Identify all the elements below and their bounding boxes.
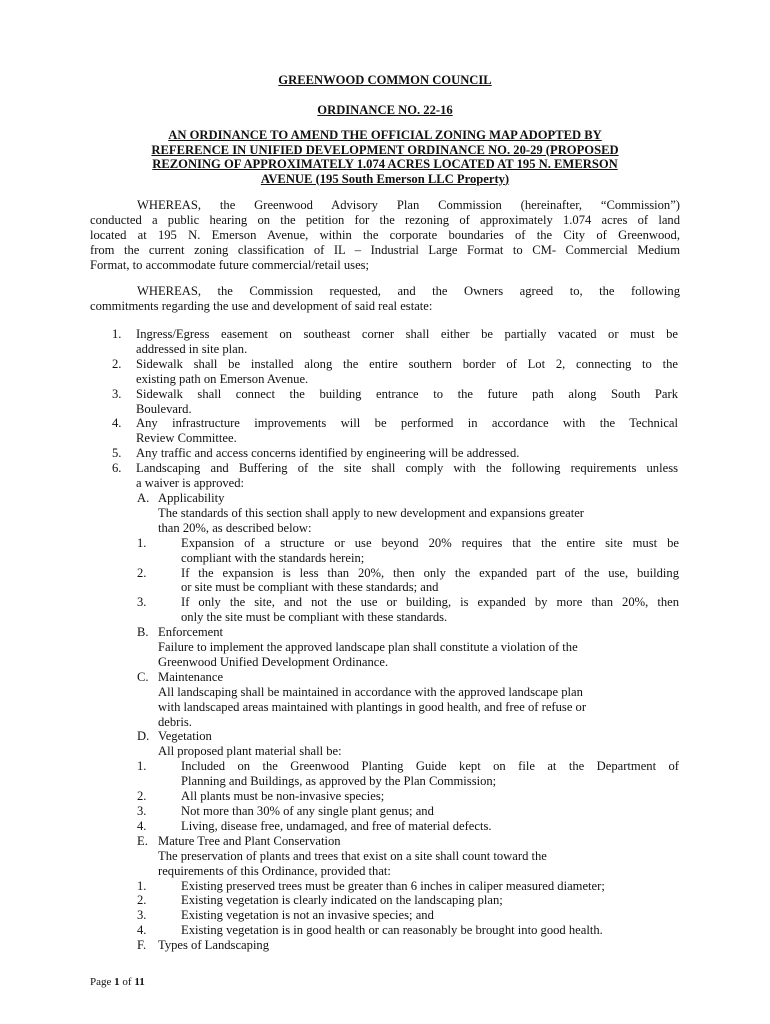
section-subitem — [90, 893, 690, 908]
section-letter: E. — [137, 833, 148, 848]
list-item-text: existing path on Emerson Avenue. — [136, 371, 309, 386]
section-letter: C. — [137, 669, 149, 684]
section-text: All landscaping shall be maintained in accordance with the approved landscape plan — [158, 684, 583, 699]
ordinance-title — [90, 128, 680, 186]
subitem-number: 3. — [137, 908, 147, 923]
section-title: Maintenance — [158, 669, 224, 684]
section-text: with landscaped areas maintained with plantings in good health, and free of refuse or — [158, 699, 587, 714]
subitem-number: 4. — [137, 923, 147, 938]
section-title: Mature Tree and Plant Conservation — [158, 833, 341, 848]
section-text: than 20%, as described below: — [158, 520, 312, 535]
paragraph-line: conducted a public hearing on the petition for the rezoning of approximately 1.074 acres of land — [90, 213, 680, 227]
subitem-number: 3. — [137, 595, 147, 610]
list-item-text: Sidewalk shall be installed along the entire southern border of Lot 2, connecting to the — [136, 356, 678, 371]
section-subitem — [90, 789, 690, 804]
subitem-number: 2. — [137, 893, 147, 908]
subitem-text: Existing preserved trees must be greater than 6 inches in caliper measured diameter; — [181, 878, 605, 893]
list-item-number: 6. — [112, 461, 122, 476]
subitem-text: If only the site, and not the use or building, is expanded by more than 20%, then — [181, 595, 679, 610]
section-subitem — [90, 759, 690, 789]
ordinance-title-line: REZONING OF APPROXIMATELY 1.074 ACRES LOCATED AT 195 N. EMERSON — [152, 157, 618, 171]
section-text: The standards of this section shall apply to new development and expansions greater — [158, 505, 584, 520]
section-subitem — [90, 595, 690, 625]
subitem-text: Existing vegetation is in good health or can reasonably be brought into good health. — [181, 923, 603, 938]
whereas-paragraph-2 — [90, 284, 680, 314]
paragraph-line: commitments regarding the use and development of said real estate: — [90, 299, 433, 313]
list-item-number: 2. — [112, 356, 122, 371]
list-item-number: 3. — [112, 386, 122, 401]
section-subitem — [90, 566, 690, 596]
subitem-number: 2. — [137, 565, 147, 580]
section-text: debris. — [158, 714, 192, 729]
section-subitem — [90, 879, 690, 894]
subitem-text: Existing vegetation is not an invasive species; and — [181, 908, 434, 923]
landscaping-section — [90, 625, 690, 670]
footer-of: of — [119, 976, 135, 988]
section-title: Enforcement — [158, 625, 224, 640]
subitem-text: only the site must be compliant with these standards. — [181, 610, 448, 625]
subitem-text: Existing vegetation is clearly indicated on the landscaping plan; — [181, 893, 503, 908]
landscaping-section — [90, 670, 690, 730]
section-letter: A. — [137, 490, 150, 505]
section-subitem — [90, 804, 690, 819]
section-subitem — [90, 923, 690, 938]
subitem-text: Planning and Buildings, as approved by the Plan Commission; — [181, 774, 497, 789]
ordinance-title-line: AN ORDINANCE TO AMEND THE OFFICIAL ZONING MAP ADOPTED BY — [168, 128, 602, 142]
page-footer — [90, 976, 145, 988]
list-item — [90, 387, 690, 417]
subitem-number: 2. — [137, 789, 147, 804]
commitments-list — [90, 327, 690, 953]
section-subitem — [90, 536, 690, 566]
landscaping-section — [90, 729, 690, 833]
subitem-text: Living, disease free, undamaged, and free of material defects. — [181, 818, 492, 833]
ordinance-title-line: REFERENCE IN UNIFIED DEVELOPMENT ORDINANCE NO. 20-29 (PROPOSED — [151, 142, 619, 157]
section-text: requirements of this Ordinance, provided that: — [158, 863, 391, 878]
paragraph-line: WHEREAS, the Commission requested, and the Owners agreed to, the following — [137, 284, 680, 298]
section-title: Vegetation — [158, 729, 212, 744]
subitem-text: compliant with the standards herein; — [181, 550, 365, 565]
section-text: Failure to implement the approved landscape plan shall constitute a violation of the — [158, 640, 578, 655]
council-heading: GREENWOOD COMMON COUNCIL — [278, 73, 492, 87]
subitem-text: Expansion of a structure or use beyond 20% requires that the entire site must be — [181, 535, 679, 550]
landscaping-section — [90, 938, 690, 953]
section-text: Greenwood Unified Development Ordinance. — [158, 654, 389, 669]
subitem-number: 4. — [137, 818, 147, 833]
section-letter: B. — [137, 625, 149, 640]
subitem-text: If the expansion is less than 20%, then only the expanded part of the use, building — [181, 565, 679, 580]
section-letter: F. — [137, 938, 147, 953]
section-text: All proposed plant material shall be: — [158, 744, 342, 759]
list-item-number: 4. — [112, 416, 122, 431]
subitem-text: Included on the Greenwood Planting Guide kept on file at the Department of — [181, 759, 679, 774]
section-title: Applicability — [158, 490, 225, 505]
subitem-number: 1. — [137, 535, 147, 550]
list-item — [90, 327, 690, 357]
whereas-paragraph-1 — [90, 198, 680, 273]
section-subitem — [90, 908, 690, 923]
list-item — [90, 416, 690, 446]
list-item-text: Landscaping and Buffering of the site shall comply with the following requirements unless — [136, 461, 678, 476]
list-item — [90, 446, 690, 461]
footer-prefix: Page — [90, 976, 115, 988]
subitem-text: All plants must be non-invasive species; — [181, 789, 385, 804]
list-item — [90, 461, 690, 491]
list-item-text: Any infrastructure improvements will be performed in accordance with the Technical — [136, 416, 678, 431]
list-item-text: a waiver is approved: — [136, 476, 245, 491]
paragraph-line: WHEREAS, the Greenwood Advisory Plan Commission (hereinafter, “Commission”) — [137, 198, 680, 212]
list-item-text: addressed in site plan. — [136, 341, 248, 356]
landscaping-section — [90, 491, 690, 625]
ordinance-title-line: AVENUE (195 South Emerson LLC Property) — [260, 171, 510, 186]
section-text: The preservation of plants and trees that exist on a site shall count toward the — [158, 848, 547, 863]
footer-page-number: 1 — [114, 976, 120, 988]
footer-page-total: 11 — [134, 976, 145, 988]
subitem-number: 1. — [137, 759, 147, 774]
subitem-number: 3. — [137, 804, 147, 818]
paragraph-line: from the current zoning classification of IL – Industrial Large Format to CM- Commercial Medium — [90, 243, 680, 257]
list-item-text: Boulevard. — [136, 401, 192, 416]
section-subitem — [90, 819, 690, 834]
list-item-text: Ingress/Egress easement on southeast corner shall either be partially vacated or must be — [136, 327, 678, 341]
list-item-number: 5. — [112, 446, 122, 461]
list-item-text: Any traffic and access concerns identified by engineering will be addressed. — [136, 446, 520, 461]
subitem-text: or site must be compliant with these standards; and — [181, 580, 439, 595]
subitem-number: 1. — [137, 878, 147, 893]
section-title: Types of Landscaping — [158, 938, 270, 953]
landscaping-section — [90, 834, 690, 938]
list-item-number: 1. — [112, 327, 122, 341]
ordinance-number: ORDINANCE NO. 22-16 — [317, 103, 453, 117]
list-item-text: Sidewalk shall connect the building entrance to the future path along South Park — [136, 386, 678, 401]
paragraph-line: Format, to accommodate future commercial/retail uses; — [90, 258, 370, 272]
subitem-text: Not more than 30% of any single plant genus; and — [181, 804, 434, 818]
list-item-text: Review Committee. — [136, 431, 237, 446]
list-item — [90, 357, 690, 387]
paragraph-line: located at 195 N. Emerson Avenue, within the corporate boundaries of the City of Greenwood, — [90, 228, 680, 242]
section-letter: D. — [137, 729, 150, 744]
